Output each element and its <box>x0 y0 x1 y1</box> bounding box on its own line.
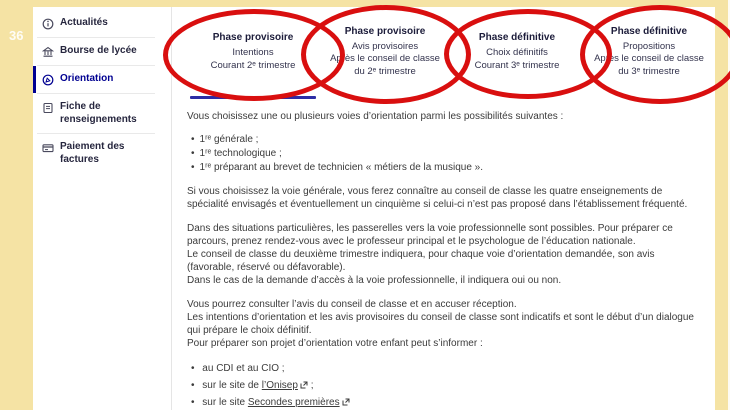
options-list <box>187 133 699 175</box>
list-item: • 1ʳᵉ technologique ; <box>191 147 699 161</box>
compass-icon <box>42 74 54 86</box>
secondes-premieres-link[interactable]: Secondes premières <box>248 397 350 408</box>
sidebar-item-orientation[interactable] <box>33 66 171 93</box>
list-item: • sur le site de l’Onisep ; <box>191 377 699 394</box>
paragraph-avis <box>187 298 699 351</box>
sidebar-item-bourse[interactable] <box>33 38 171 65</box>
sidebar-item-paiement[interactable] <box>33 134 171 173</box>
list-item: • 1ʳᵉ générale ; <box>191 133 699 147</box>
paragraph-line: Dans des situations particulières, les passerelles vers la voie professionnelle sont possibles. Pour préparer ce parcours, prenez rendez-vous avec le professeur principal et le psychologue de l’éducation nationale. <box>187 222 673 247</box>
tab-title: Phase définitive <box>478 32 556 44</box>
tab-period: Après le conseil de classe du 3ᵉ trimestre <box>594 53 704 77</box>
orientation-text <box>173 97 715 410</box>
paragraph-line: Les intentions d’orientation et les avis provisoires du conseil de classe sont indicatifs et sont le début d’un dialogue qui prépare le choix définitif. <box>187 311 694 336</box>
paragraph-line: Pour préparer son projet d’orientation votre enfant peut s’informer : <box>187 338 483 350</box>
slide-number: 36 <box>9 28 24 43</box>
sidebar-item-fiche[interactable] <box>33 94 171 133</box>
intro-paragraph: Vous choisissez une ou plusieurs voies d’orientation parmi les possibilités suivantes : <box>187 111 564 122</box>
phase-tabs <box>173 7 715 97</box>
tab-propositions[interactable] <box>583 7 715 97</box>
bank-icon <box>42 46 54 58</box>
tab-period: Après le conseil de classe du 2ᵉ trimestre <box>330 53 440 77</box>
tab-title: Phase provisoire <box>212 32 294 44</box>
sidebar <box>33 7 172 410</box>
info-icon <box>42 18 54 30</box>
external-link-icon <box>300 381 308 389</box>
tab-subtitle: Propositions <box>622 40 676 52</box>
tab-intentions[interactable] <box>187 7 319 97</box>
paragraph-voie-generale: Si vous choisissez la voie générale, vous ferez connaître au conseil de classe les quatre enseignements de spécialité envisagés et éventuellement un cinquième si celui-ci n’est pas proposé dans l’établissement fréquenté. <box>187 186 688 211</box>
list-item-text: sur le site <box>202 397 248 409</box>
info-sources-list <box>187 360 699 410</box>
list-item-text: au CDI et au CIO ; <box>202 363 285 375</box>
tab-avis-provisoires[interactable] <box>319 7 451 97</box>
sidebar-item-label: Actualités <box>60 17 108 28</box>
main-content <box>173 7 715 410</box>
sidebar-item-label: Fiche de renseignements <box>60 101 137 125</box>
tab-subtitle: Avis provisoires <box>351 40 419 52</box>
external-link-icon <box>342 398 350 406</box>
browser-page <box>33 7 715 410</box>
paragraph-line: Le conseil de classe du deuxième trimestre indiquera, pour chaque voie d’orientation demandée, son avis (favorable, réservé ou défavorable). <box>187 248 655 274</box>
tab-period: Courant 3ᵉ trimestre <box>474 59 560 71</box>
list-item <box>191 394 699 410</box>
sidebar-item-actualites[interactable] <box>33 10 171 37</box>
tab-period: Courant 2ᵉ trimestre <box>210 59 296 71</box>
paragraph-line: Vous pourrez consulter l’avis du conseil de classe et en accuser réception. <box>187 298 517 310</box>
tab-choix-definitifs[interactable] <box>451 7 583 97</box>
sidebar-item-label: Orientation <box>60 73 114 84</box>
payment-icon <box>42 142 54 154</box>
sidebar-item-label: Paiement des factures <box>60 141 125 165</box>
sidebar-item-label: Bourse de lycée <box>60 45 137 56</box>
paragraph-line: Dans le cas de la demande d’accès à la voie professionnelle, il indiquera oui ou non. <box>187 275 562 287</box>
paragraph-passerelles <box>187 222 699 288</box>
document-icon <box>42 102 54 114</box>
tab-subtitle: Intentions <box>232 47 274 59</box>
list-item: • 1ʳᵉ préparant au brevet de technicien « métiers de la musique ». <box>191 161 699 175</box>
list-item <box>191 360 699 377</box>
tab-subtitle: Choix définitifs <box>486 47 548 59</box>
list-item-text: sur le site de <box>202 380 262 392</box>
onisep-link[interactable]: l’Onisep <box>262 380 308 391</box>
tab-title: Phase provisoire <box>344 25 426 37</box>
tab-title: Phase définitive <box>610 25 688 37</box>
